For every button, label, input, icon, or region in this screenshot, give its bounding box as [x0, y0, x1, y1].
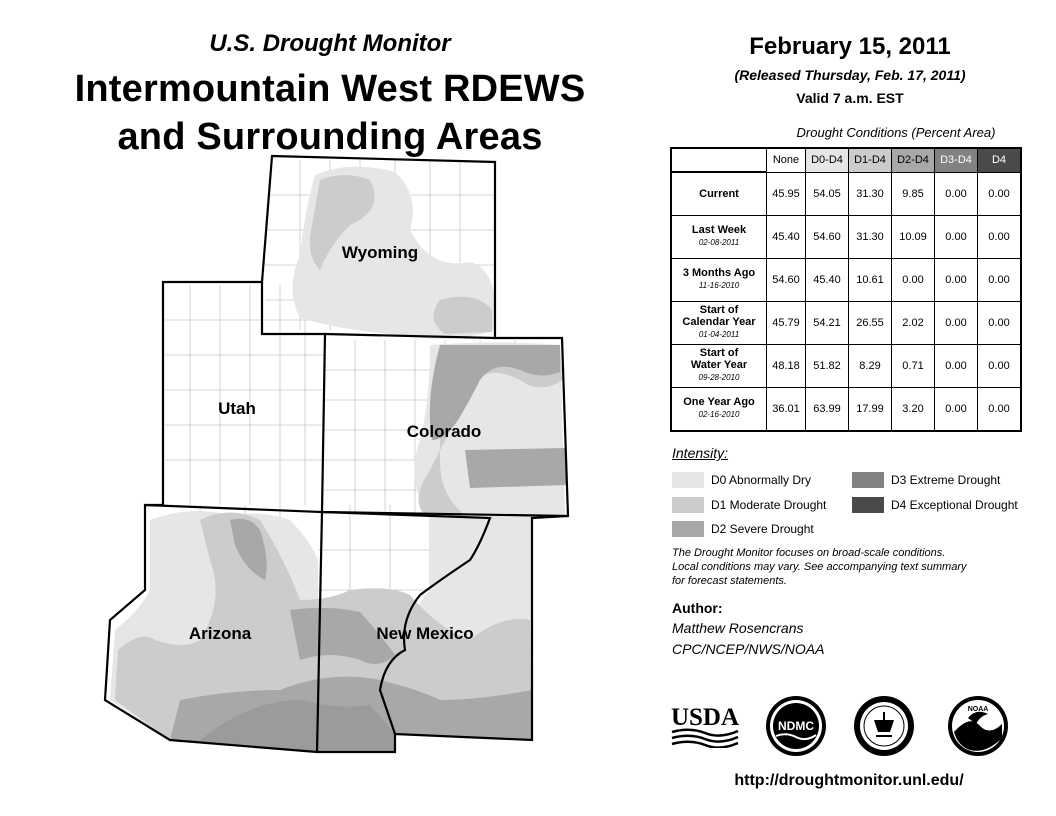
table-cell: 45.40: [767, 215, 806, 258]
usda-logo-text: USDA: [670, 704, 740, 731]
noaa-logo: [946, 694, 1010, 758]
state-label-arizona: Arizona: [188, 624, 252, 643]
row-date: 02-08-2011: [698, 238, 740, 247]
table-cell: 10.09: [892, 215, 935, 258]
row-label-line-1: Start of: [699, 347, 739, 359]
row-label: [671, 258, 767, 301]
row-label-line-2: Calendar Year: [682, 316, 756, 328]
table-cell: 10.61: [849, 258, 892, 301]
legend-swatch-d3: [852, 472, 884, 488]
row-date: 09-28-2010: [698, 373, 740, 382]
legend-swatch-d4: [852, 497, 884, 513]
ndmc-logo-text: NDMC: [778, 719, 814, 733]
row-label-line-1: Current: [699, 187, 739, 200]
legend-swatch-d1: [672, 497, 704, 513]
col-header-d4: D4: [978, 148, 1022, 172]
table-cell: 54.60: [806, 215, 849, 258]
valid-time: Valid 7 a.m. EST: [796, 90, 904, 106]
table-cell: 54.60: [767, 258, 806, 301]
legend-label-d1: D1 Moderate Drought: [711, 498, 827, 512]
row-date: 01-04-2011: [698, 330, 740, 339]
author-label: Author:: [672, 600, 723, 616]
col-header-none: None: [767, 148, 806, 172]
table-cell: 54.21: [806, 301, 849, 344]
table-row: [671, 301, 1021, 344]
row-label: [671, 215, 767, 258]
table-cell: 31.30: [849, 172, 892, 215]
row-label-line-1: Last Week: [691, 224, 747, 236]
map-title-line-1: Intermountain West RDEWS: [74, 68, 586, 110]
table-cell: 17.99: [849, 387, 892, 431]
row-label: [671, 344, 767, 387]
row-label: [671, 387, 767, 431]
table-cell: 0.00: [935, 344, 978, 387]
table-cell: 48.18: [767, 344, 806, 387]
table-cell: 9.85: [892, 172, 935, 215]
col-header-d1-d4: D1-D4: [849, 148, 892, 172]
table-cell: 0.00: [978, 387, 1022, 431]
table-cell: 3.20: [892, 387, 935, 431]
table-cell: 0.00: [892, 258, 935, 301]
col-header-d3-d4: D3-D4: [935, 148, 978, 172]
table-cell: 2.02: [892, 301, 935, 344]
table-row: [671, 344, 1021, 387]
table-cell: 0.00: [978, 258, 1022, 301]
state-label-utah: Utah: [218, 399, 256, 418]
disclaimer-line-1: The Drought Monitor focuses on broad-scale conditions.: [672, 547, 946, 559]
website-link[interactable]: http://droughtmonitor.unl.edu/: [734, 772, 964, 789]
table-cell: 0.00: [935, 215, 978, 258]
row-date: 02-16-2010: [698, 410, 740, 419]
table-row: [671, 258, 1021, 301]
row-label-line-1: Start of: [699, 304, 739, 316]
legend-label-d3: D3 Extreme Drought: [891, 473, 1001, 487]
table-cell: 0.71: [892, 344, 935, 387]
col-header-d2-d4: D2-D4: [892, 148, 935, 172]
table-cell: 0.00: [935, 387, 978, 431]
table-cell: 45.79: [767, 301, 806, 344]
legend-swatch-d0: [672, 472, 704, 488]
legend-item-d4: [852, 497, 1018, 513]
table-row: [671, 215, 1021, 258]
department-of-commerce-seal-icon: [852, 694, 916, 758]
table-cell: 0.00: [935, 301, 978, 344]
table-cell: 31.30: [849, 215, 892, 258]
map-title-line-2: and Surrounding Areas: [117, 116, 543, 158]
table-cell: 26.55: [849, 301, 892, 344]
noaa-logo-text: NOAA: [967, 706, 989, 713]
table-cell: 45.95: [767, 172, 806, 215]
usda-logo: [670, 700, 740, 748]
release-date: (Released Thursday, Feb. 17, 2011): [734, 67, 966, 83]
table-cell: 0.00: [978, 172, 1022, 215]
author-name: Matthew Rosencrans: [672, 620, 804, 636]
table-cell: 51.82: [806, 344, 849, 387]
table-cell: 0.00: [935, 172, 978, 215]
col-header-d0-d4: D0-D4: [806, 148, 849, 172]
row-label-line-1: 3 Months Ago: [682, 267, 756, 279]
disclaimer-line-3: for forecast statements.: [672, 575, 787, 587]
state-label-new-mexico: New Mexico: [376, 624, 474, 643]
row-label: [671, 172, 767, 215]
author-org: CPC/NCEP/NWS/NOAA: [672, 641, 825, 657]
map-date: February 15, 2011: [749, 33, 951, 60]
table-cell: 8.29: [849, 344, 892, 387]
disclaimer-line-2: Local conditions may vary. See accompanying text summary: [672, 561, 967, 573]
table-cell: 0.00: [978, 301, 1022, 344]
drought-map: [100, 150, 580, 760]
legend-label-d2: D2 Severe Drought: [711, 522, 814, 536]
table-corner: [671, 148, 767, 172]
row-date: 11-16-2010: [698, 281, 740, 290]
table-cell: 0.00: [935, 258, 978, 301]
state-label-wyoming: Wyoming: [341, 243, 419, 262]
row-label: [671, 301, 767, 344]
monitor-name: U.S. Drought Monitor: [209, 30, 451, 57]
table-body: [671, 172, 1021, 431]
conditions-title: Drought Conditions (Percent Area): [796, 125, 996, 140]
legend-item-d1: [672, 497, 826, 513]
legend-item-d0: [672, 472, 811, 488]
disclaimer: [672, 546, 1032, 588]
drought-conditions-table: [670, 147, 1022, 432]
table-cell: 0.00: [978, 344, 1022, 387]
legend-swatch-d2: [672, 521, 704, 537]
legend-label-d0: D0 Abnormally Dry: [711, 473, 812, 487]
legend-label-d4: D4 Exceptional Drought: [891, 498, 1018, 512]
ndmc-logo: [764, 694, 828, 758]
legend-title: Intensity:: [672, 445, 729, 461]
legend-item-d3: [852, 472, 1000, 488]
table-row: [671, 172, 1021, 215]
legend-item-d2: [672, 521, 814, 537]
row-label-line-1: One Year Ago: [683, 396, 755, 408]
state-label-colorado: Colorado: [406, 422, 482, 441]
table-row: [671, 387, 1021, 431]
table-cell: 63.99: [806, 387, 849, 431]
table-cell: 45.40: [806, 258, 849, 301]
table-cell: 36.01: [767, 387, 806, 431]
row-label-line-2: Water Year: [690, 359, 748, 371]
table-cell: 0.00: [978, 215, 1022, 258]
table-cell: 54.05: [806, 172, 849, 215]
